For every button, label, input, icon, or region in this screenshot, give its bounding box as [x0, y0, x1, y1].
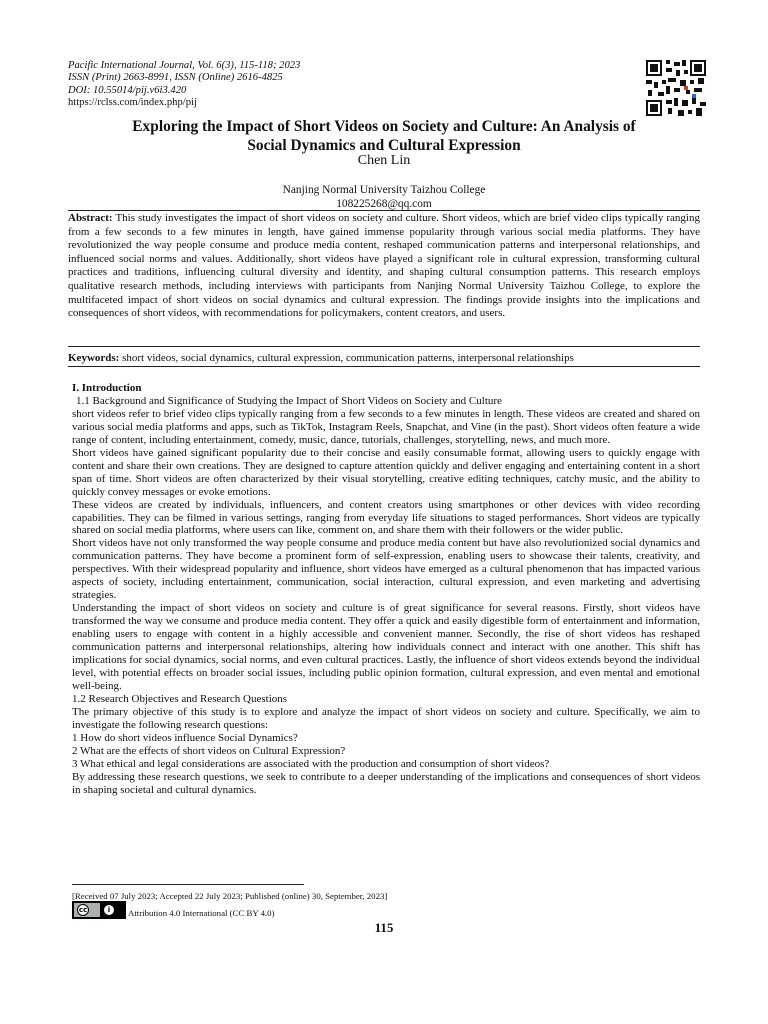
license-text: Attribution 4.0 International (CC BY 4.0) [128, 908, 275, 918]
issn-line: ISSN (Print) 2663-8991, ISSN (Online) 2616-4825 [68, 72, 283, 84]
research-question: 3 What ethical and legal considerations are associated with the production and consumption of short videos? [72, 757, 550, 770]
divider [68, 346, 700, 347]
divider [68, 366, 700, 367]
affiliation-block [68, 183, 700, 211]
body-text [72, 382, 700, 797]
abstract-label: Abstract: [68, 212, 113, 224]
attribution-icon: i [103, 904, 115, 916]
journal-citation: Pacific International Journal, Vol. 6(3), 115-118; 2023 [68, 60, 301, 71]
paragraph: The primary objective of this study is to explore and analyze the impact of short videos on society and culture. Specifically, we aim to investigate the following research questions: [72, 705, 700, 731]
paragraph: Short videos have not only transformed the way people consume and produce media content but have also revolutionized social dynamics and communication patterns. They have become a prominent form of self-expression, enabling users to showcase their talents, creativity, and perspectives. With their widespread popularity and influence, short videos have emerged as a cultural phenomenon that has impacted various aspects of society, including entertainment, communication, social interaction, cultural expression, and even marketing and advertising strategies. [72, 537, 700, 602]
paragraph: Short videos have gained significant popularity due to their concise and easily consumable format, allowing users to quickly engage with content and share their own creations. They are designed to capture attention quickly and deliver engaging and entertaining content in a short span of time. Short videos are often characterized by their visual storytelling, creative editing techniques, catchy music, and the ability to quickly convey messages or evoke emotions. [72, 446, 700, 498]
abstract [68, 212, 700, 321]
publication-dates: [Received 07 July 2023; Accepted 22 July 2023; Published (online) 30, September, 2023] [72, 891, 388, 901]
research-question: 2 What are the effects of short videos on Cultural Expression? [72, 744, 346, 757]
footnote-divider [72, 884, 304, 885]
title-line-2: Social Dynamics and Cultural Expression [247, 137, 521, 154]
author-email[interactable]: 108225268@qq.com [336, 198, 432, 210]
paper-title [68, 117, 700, 155]
keywords-text: short videos, social dynamics, cultural expression, communication patterns, interpersonal relationships [119, 352, 574, 364]
keywords [68, 351, 700, 365]
abstract-text: This study investigates the impact of short videos on society and culture. Short videos, which are brief video clips typically ranging from a few seconds to a few minutes in length, have gained immense popularity through various social media platforms. They have revolutionized the way people consume and produce media content, reshaped communication patterns and interpersonal relationships, and influenced social norms and values. Additionally, short videos have played a significant role in cultural expression, transforming cultural practices and traditions, influencing cultural diversity and identity, and shaping cultural consumption patterns. This research employs qualitative research methods, including interviews with participants from Nanjing Normal University Taizhou College, to explore the multifaceted impact of short videos on social dynamics and cultural expression. The findings provide insights into the implications and consequences of short videos, with recommendations for policymakers, content creators, and users. [68, 212, 700, 320]
title-line-1: Exploring the Impact of Short Videos on Society and Culture: An Analysis of [132, 118, 636, 135]
paragraph: By addressing these research questions, we seek to contribute to a deeper understanding of the implications and consequences of short videos in shaping societal and cultural dynamics. [72, 770, 700, 796]
cc-icon: cc [78, 906, 88, 914]
qr-code-icon [646, 60, 706, 116]
journal-url[interactable]: https://rclss.com/index.php/pij [68, 97, 197, 109]
paragraph: short videos refer to brief video clips typically ranging from a few seconds to a few minutes in length. These videos are created and shared on various social media platforms and apps, such as TikTok, Instagram Reels, Snapchat, and Vine (in the past). Short videos often feature a wide range of content, including entertainment, comedy, music, dance, tutorials, challenges, storytelling, news, and much more. [72, 407, 700, 446]
divider [68, 210, 700, 211]
author-name: Chen Lin [357, 153, 411, 168]
doi-line: DOI: 10.55014/pij.v6i3.420 [68, 84, 187, 96]
paragraph: Understanding the impact of short videos on society and culture is of great significance for several reasons. Firstly, short videos have transformed the way we consume and produce media content. They offer a quick and easily digestible form of entertainment and information, enabling users to engage with content in a highly accessible and convenient manner. Secondly, the rise of short videos has reshaped communication patterns and interpersonal relationships, altering how individuals connect and interact with one another. This shift has implications for social dynamics, social norms, and even cultural practices. Lastly, the influence of short videos extends beyond the individual level, with potential effects on broader social issues, including public opinion formation, cultural expression, and even mental and emotional well-being. [72, 602, 700, 692]
paragraph: These videos are created by individuals, influencers, and content creators using smartphones or other devices with video recording capabilities. They can be filmed in various settings, ranging from everyday life situations to staged performances. Short videos are typically shared on social media platforms, where users can like, comment on, and share them with their followers or the wider public. [72, 498, 700, 537]
subsection-heading-1-1: 1.1 Background and Significance of Studying the Impact of Short Videos on Society and Culture [76, 394, 502, 407]
affiliation: Nanjing Normal University Taizhou College [282, 184, 486, 196]
research-question: 1 How do short videos influence Social Dynamics? [72, 731, 298, 744]
keywords-label: Keywords: [68, 352, 120, 364]
cc-license-badge[interactable] [72, 901, 126, 919]
section-heading-introduction: I. Introduction [72, 382, 142, 394]
journal-header [68, 60, 300, 110]
subsection-heading-1-2: 1.2 Research Objectives and Research Questions [72, 692, 288, 705]
page-number: 115 [374, 920, 394, 935]
